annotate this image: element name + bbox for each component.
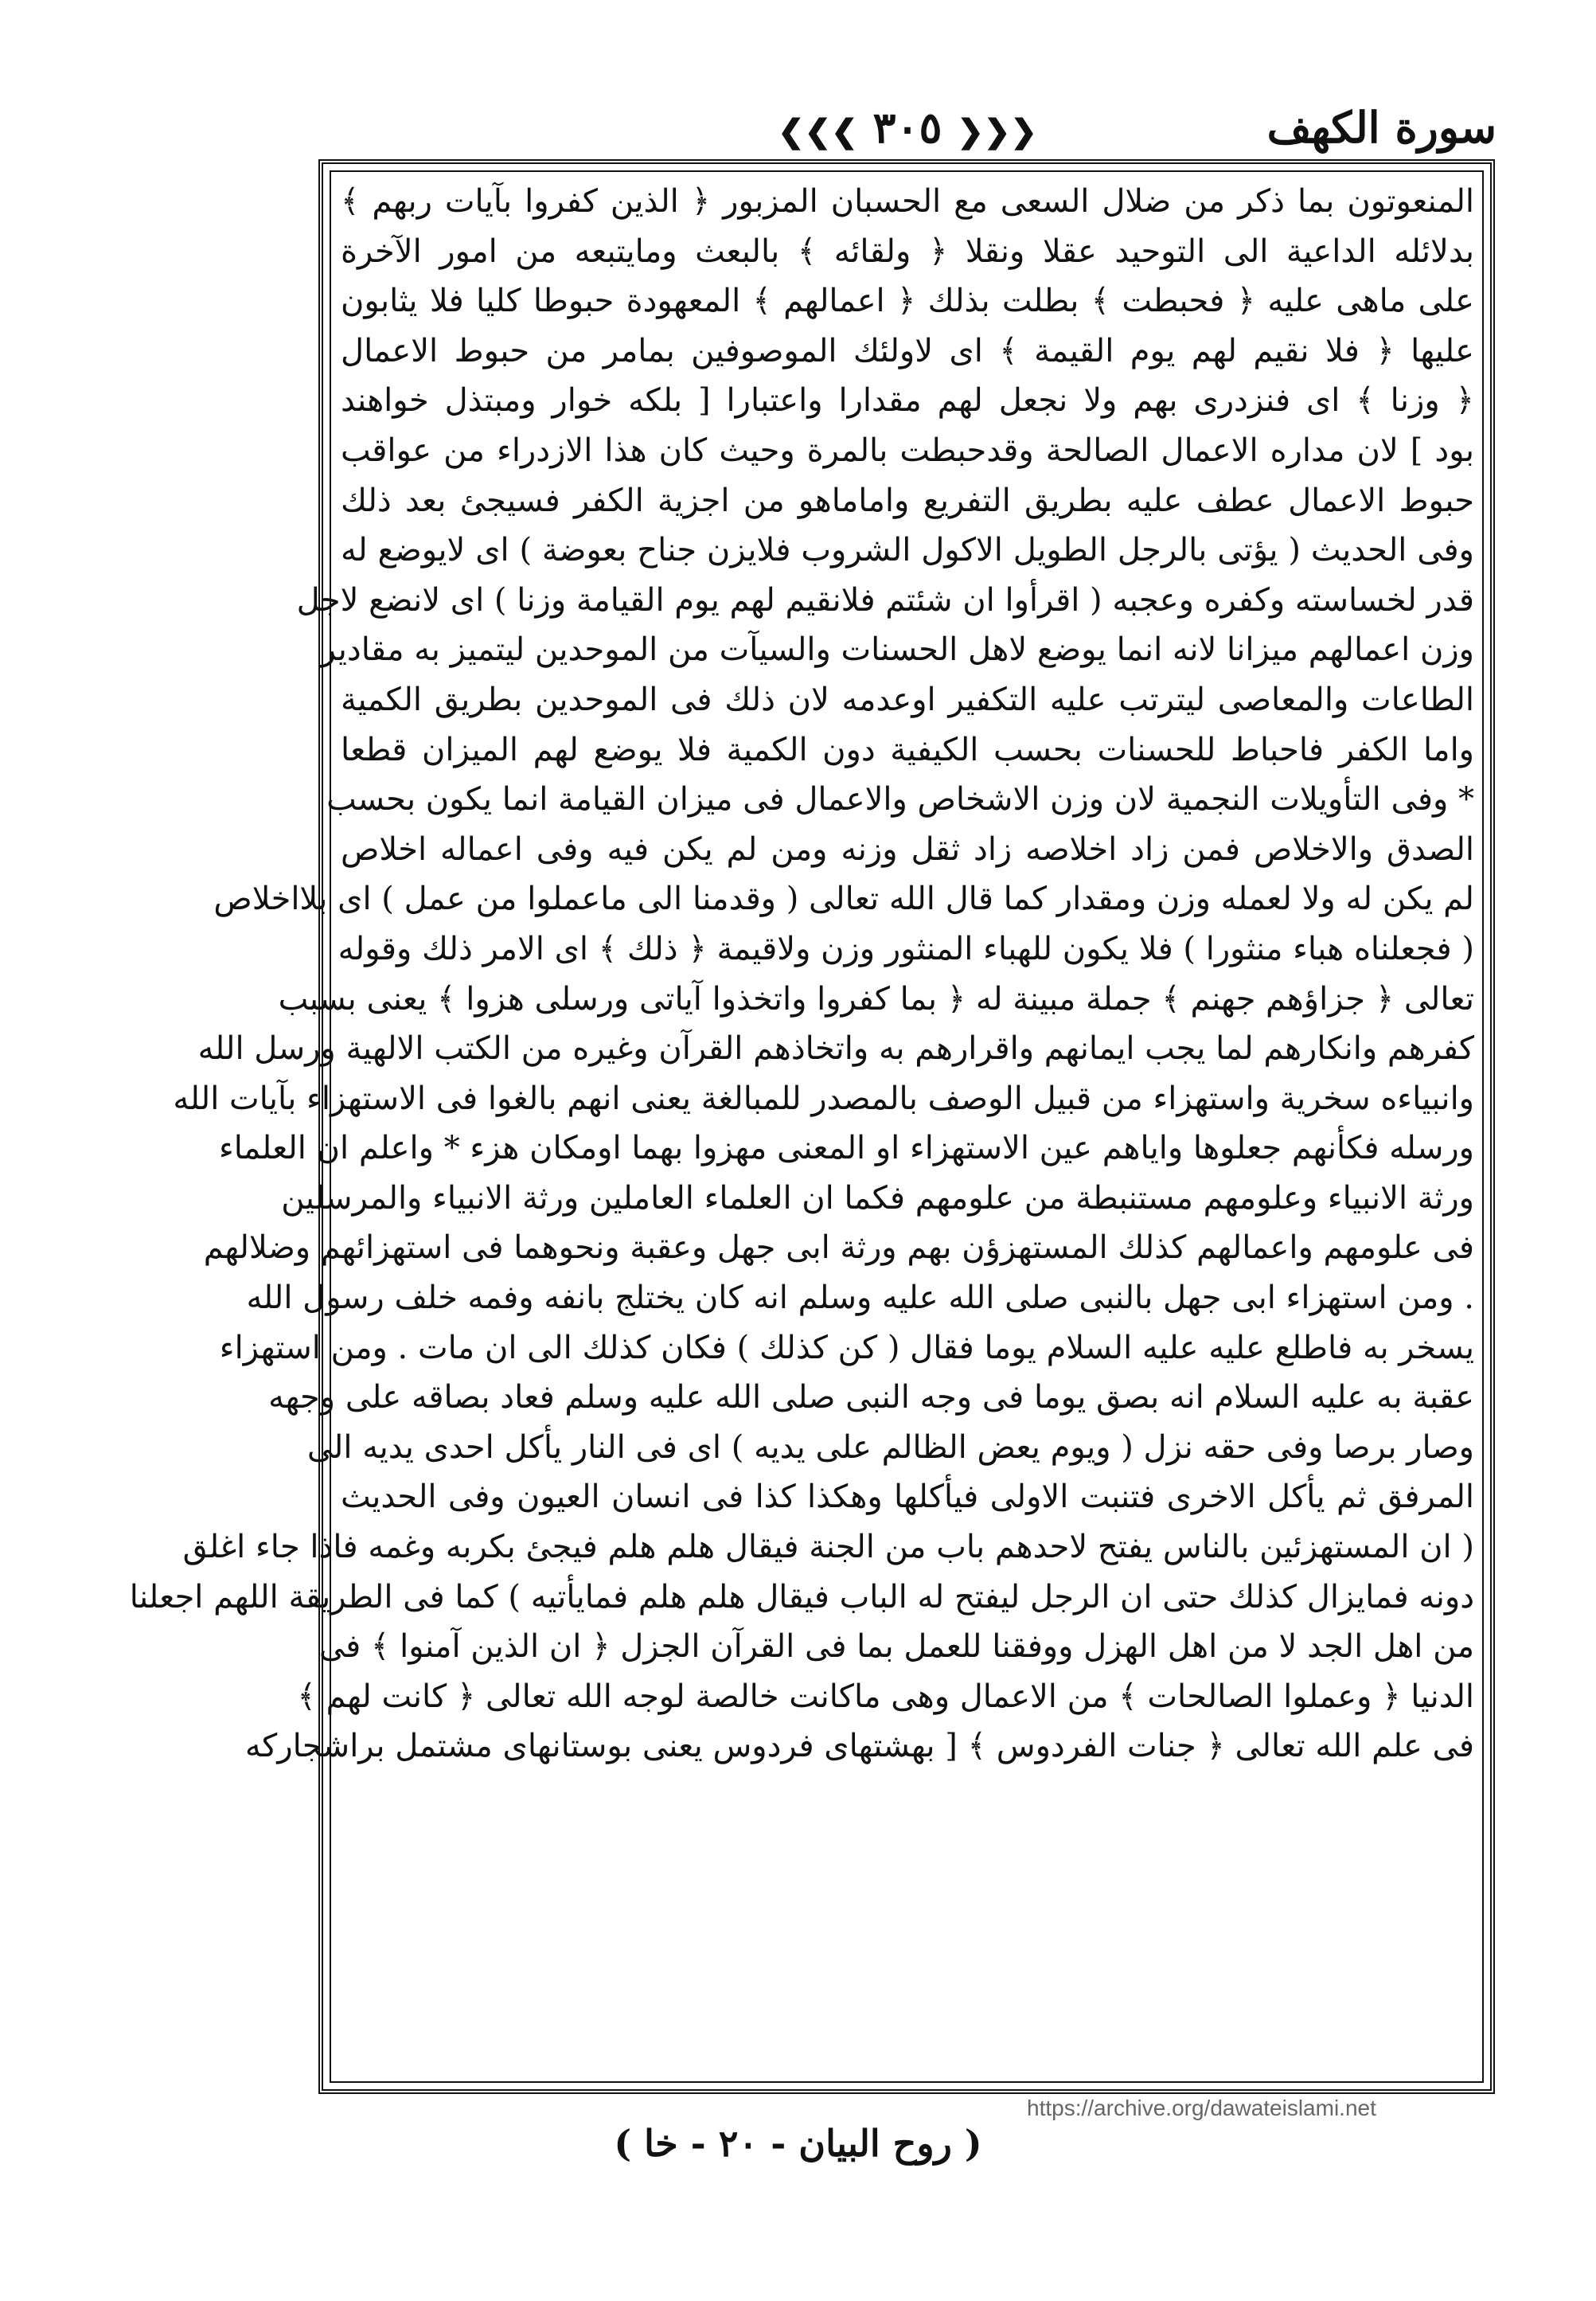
text-line: الصدق والاخلاص فمن زاد اخلاصه زاد ثقل وزنه ومن لم يكن فيه وفى اعماله اخلاص (341, 830, 1474, 868)
text-line: واما الكفر فاحباط للحسنات بحسب الكيفية دون الكمية فلا يوضع لهم الميزان قطعا (341, 731, 1474, 768)
page-number (778, 102, 1037, 153)
watermark-url: https://archive.org/dawateislami.net (1027, 2096, 1376, 2120)
page-number-value: ٣٠٥ (872, 102, 942, 153)
text-line: حبوط الاعمال عطف عليه بطريق التفريع واماماهو من اجزية الكفر فسيجئ بعد ذلك (341, 482, 1474, 519)
text-line: . ومن استهزاء ابى جهل بالنبى صلى الله عليه وسلم انه كان يختلج بانفه وفمه خلف رسول الله (246, 1279, 1474, 1317)
text-line: ﴿ وزنا ﴾ اى فنزدرى بهم ولا نجعل لهم مقدارا واعتبارا [ بلكه خوار ومبتذل خواهند (341, 382, 1474, 420)
text-line: وانبياءه سخرية واستهزاء من قبيل الوصف بالمصدر للمبالغة يعنى انهم بالغوا فى الاستهزاء بآيات الله (173, 1080, 1474, 1117)
text-line: دونه فمايزال كذلك حتى ان الرجل ليفتح له الباب فيقال هلم هلم فمايأتيه ) كما فى الطريقة اللهم اجعلنا (129, 1578, 1474, 1615)
left-ornament-icon: ❮❮❮ (778, 112, 858, 150)
text-line: ( ان المستهزئين بالناس يفتح لاحدهم باب من الجنة فيقال هلم هلم فيجئ بكربه وغمه فاذا جاء اغلق (182, 1529, 1474, 1566)
right-ornament-icon: ❯❯❯ (957, 112, 1037, 150)
text-line: يسخر به فاطلع عليه عليه السلام يوما فقال ( كن كذلك ) فكان كذلك الى ان مات . ومن استهزاء (219, 1329, 1474, 1366)
text-line: قدر لخساسته وكفره وعجبه ( اقرأوا ان شئتم فلانقيم لهم يوم القيامة وزنا ) اى لانضع لاجل (296, 581, 1474, 619)
page-header (318, 102, 1496, 158)
text-line: وفى الحديث ( يؤتى بالرجل الطويل الاكول الشروب فلايزن جناح بعوضة ) اى لايوضع له (341, 532, 1474, 569)
text-line: المرفق ثم يأكل الاخرى فتنبت الاولى فيأكلها وهكذا كذا فى انسان العيون وفى الحديث (341, 1479, 1474, 1516)
text-line: بدلائله الداعية الى التوحيد عقلا ونقلا ﴿ ولقائه ﴾ بالبعث ومايتبعه من امور الآخرة (341, 232, 1474, 270)
text-line: على ماهى عليه ﴿ فحبطت ﴾ بطلت بذلك ﴿ اعمالهم ﴾ المعهودة حبوطا كليا فلا يثابون (341, 283, 1474, 320)
text-line: من اهل الجد لا من اهل الهزل ووفقنا للعمل بما فى القرآن الجزل ﴿ ان الذين آمنوا ﴾ فى (318, 1628, 1474, 1666)
text-line: وصار برصا وفى حقه نزل ( ويوم يعض الظالم على يديه ) اى فى النار يأكل احدى يديه الى (306, 1428, 1474, 1466)
text-line: عقبة به عليه السلام انه بصق يوما فى وجه النبى صلى الله عليه وسلم فعاد بصاقه على وجهه (268, 1379, 1474, 1416)
surah-title: سورة الكهف (1266, 102, 1496, 153)
text-line: ورثة الانبياء وعلومهم مستنبطة من علومهم فكما ان العلماء العاملين ورثة الانبياء والمرسلين (281, 1179, 1474, 1217)
text-line: عليها ﴿ فلا نقيم لهم يوم القيمة ﴾ اى لاولئك الموصوفين بمامر من حبوط الاعمال (341, 332, 1474, 369)
text-line: بود ] لان مداره الاعمال الصالحة وقدحبطت بالمرة وحيث كان هذا الازدراء من عواقب (341, 432, 1474, 469)
text-line: لم يكن له ولا لعمله وزن ومقدار كما قال الله تعالى ( وقدمنا الى ماعملوا من عمل ) اى بلااخلاص (213, 881, 1474, 918)
text-line: وزن اعمالهم ميزانا لانه انما يوضع لاهل الحسنات والسيآت من الموحدين ليتميز به مقادير (320, 631, 1474, 669)
footer-signature: ( روح البيان - ٢٠ - خا ) (614, 2122, 982, 2165)
text-line: فى علومهم واعمالهم كذلك المستهزؤن بهم ورثة ابى جهل وعقبة ونحوهما فى استهزائهم وضلالهم (203, 1229, 1474, 1267)
text-line: المنعوتون بما ذكر من ضلال السعى مع الحسبان المزبور ﴿ الذين كفروا بآيات ربهم ﴾ (341, 183, 1474, 220)
text-line: ورسله فكأنهم جعلوها واياهم عين الاستهزاء او المعنى مهزوا بهما اومكان هزء * واعلم ان العلماء (218, 1130, 1474, 1167)
text-line: ( فجعلناه هباء منثورا ) فلا يكون للهباء المنثور وزن ولاقيمة ﴿ ذلك ﴾ اى الامر ذلك وقوله (338, 930, 1474, 967)
text-line: * وفى التأويلات النجمية لان وزن الاشخاص والاعمال فى ميزان القيامة انما يكون بحسب (326, 781, 1474, 818)
text-line: الدنيا ﴿ وعملوا الصالحات ﴾ من الاعمال وهى ماكانت خالصة لوجه الله تعالى ﴿ كانت لهم ﴾ (297, 1678, 1474, 1715)
text-line: فى علم الله تعالى ﴿ جنات الفردوس ﴾ [ بهشتهاى فردوس يعنى بوستانهاى مشتمل براشجاركه (244, 1728, 1474, 1765)
text-line: الطاعات والمعاصى ليترتب عليه التكفير اوعدمه لان ذلك فى الموحدين بطريق الكمية (341, 681, 1474, 718)
page-text (129, 177, 1474, 1772)
text-line: تعالى ﴿ جزاؤهم جهنم ﴾ جملة مبينة له ﴿ بما كفروا واتخذوا آياتى ورسلى هزوا ﴾ يعنى بسبب (278, 980, 1474, 1018)
text-line: كفرهم وانكارهم لما يجب ايمانهم واقرارهم به واتخاذهم القرآن وغيره من الكتب الالهية ورسل الله (197, 1030, 1474, 1068)
